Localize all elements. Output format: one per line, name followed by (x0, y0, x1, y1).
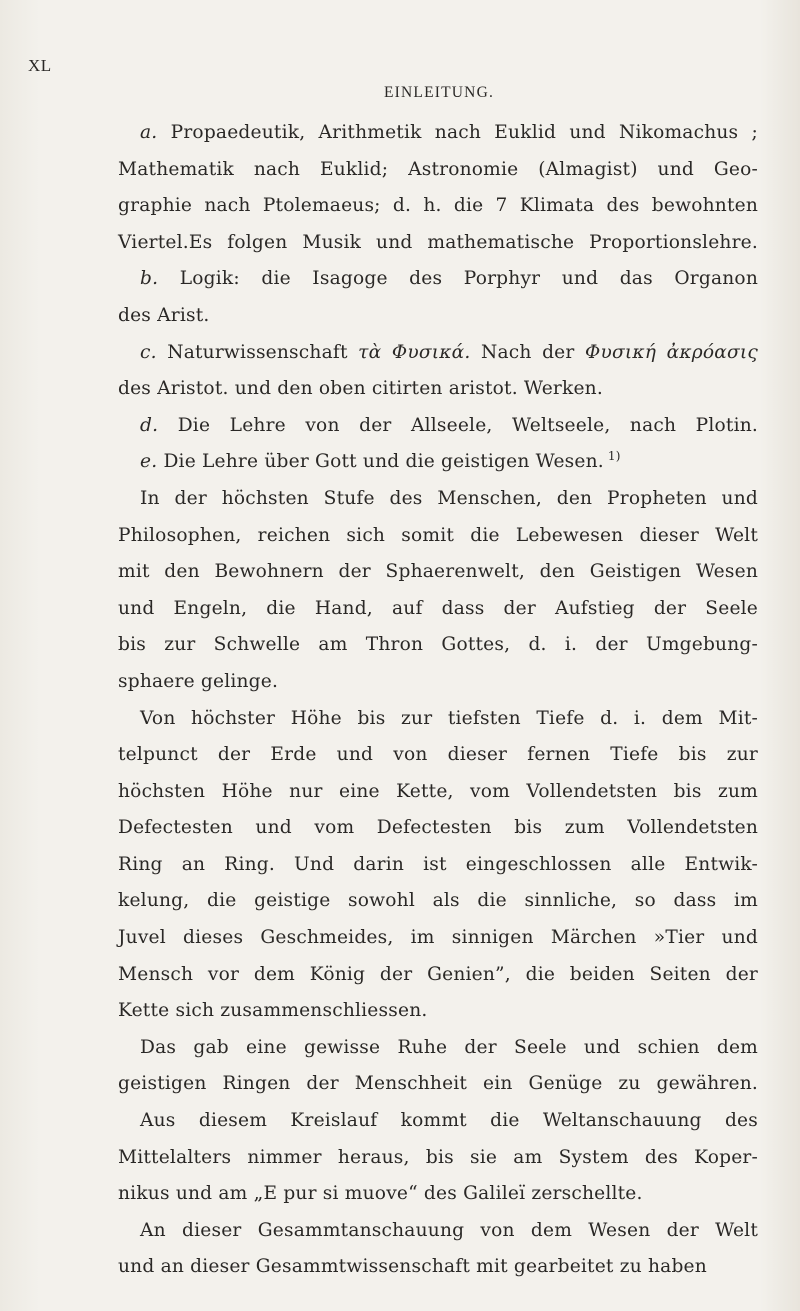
line-text: Von höchster Höhe bis zur tiefsten Tiefe d. i. dem Mit- (140, 707, 758, 729)
line-text: Die Lehre über Gott und die geistigen Wesen. (157, 451, 604, 473)
body-text (118, 115, 758, 1286)
text-line (118, 371, 758, 408)
line-text: Mensch vor dem König der Genien”, die beiden Seiten der (118, 963, 758, 985)
text-line (118, 1249, 758, 1286)
text-line (118, 152, 758, 189)
text-line (118, 591, 758, 628)
line-text: des Arist. (118, 304, 210, 326)
line-text: Defectesten und vom Defectesten bis zum Vollendetsten (118, 817, 758, 839)
line-text: Propaedeutik, Arithmetik nach Euklid und Nikomachus ; (157, 122, 758, 143)
line-text: Juvel dieses Geschmeides, im sinnigen Märchen »Tier und (118, 927, 758, 949)
line-text: mit den Bewohnern der Sphaerenwelt, den Geistigen Wesen (118, 561, 758, 583)
line-text: sphaere gelinge. (118, 670, 279, 692)
section-marker: e. (140, 451, 158, 473)
running-head (0, 56, 800, 101)
footnote-marker: 1) (603, 449, 621, 464)
text-line (118, 481, 758, 518)
text-line (118, 920, 758, 957)
line-text: und Engeln, die Hand, auf dass der Aufstieg der Seele (118, 597, 758, 619)
text-line (118, 335, 758, 372)
line-text: Das gab eine gewisse Ruhe der Seele und schien dem (140, 1036, 758, 1058)
line-text: Mathematik nach Euklid; Astronomie (Almagist) und Geo- (118, 158, 758, 180)
greek-term: Φυσική ἀκρόασις (585, 341, 759, 363)
text-line (118, 1213, 758, 1250)
text-line (118, 408, 758, 445)
text-line (118, 1140, 758, 1177)
line-text: graphie nach Ptolemaeus; d. h. die 7 Klimata des bewohnten (118, 195, 758, 217)
text-line (118, 298, 758, 335)
line-text: Ring an Ring. Und darin ist eingeschlossen alle Entwik- (118, 853, 758, 875)
line-text: Logik: die Isagoge des Porphyr und das Organon (158, 268, 758, 290)
text-line (118, 1066, 758, 1103)
text-line (118, 444, 758, 481)
section-marker: c. (140, 341, 157, 363)
text-line (118, 847, 758, 884)
line-text: In der höchsten Stufe des Menschen, den Propheten und (140, 487, 758, 509)
text-line (118, 225, 758, 262)
text-line (118, 518, 758, 555)
text-line (118, 664, 758, 701)
text-line (118, 957, 758, 994)
line-text: bis zur Schwelle am Thron Gottes, d. i. der Umgebung- (118, 634, 758, 656)
text-line (118, 627, 758, 664)
text-line (118, 554, 758, 591)
line-text: geistigen Ringen der Menschheit ein Genüge zu gewähren. (118, 1073, 758, 1095)
line-text: höchsten Höhe nur eine Kette, vom Vollendetsten bis zum (118, 780, 758, 802)
text-line (118, 115, 758, 152)
line-text: nikus und am „E pur si muove“ des Galileï zerschellte. (118, 1183, 643, 1205)
line-text: des Aristot. und den oben citirten aristot. Werken. (118, 378, 603, 400)
line-text: Philosophen, reichen sich somit die Lebewesen dieser Welt (118, 524, 758, 546)
greek-term: τὰ Φυσικά. (358, 341, 471, 363)
text-line (118, 188, 758, 225)
text-line (118, 1176, 758, 1213)
text-line (118, 774, 758, 811)
text-line (118, 1030, 758, 1067)
line-text: Mittelalters nimmer heraus, bis sie am System des Koper- (118, 1146, 758, 1168)
section-marker: a. (140, 122, 158, 143)
line-text: Naturwissenschaft (156, 341, 359, 363)
line-text: telpunct der Erde und von dieser fernen Tiefe bis zur (118, 744, 758, 766)
text-line (118, 701, 758, 738)
line-text: An dieser Gesammtanschauung von dem Wesen der Welt (140, 1219, 758, 1241)
section-marker: b. (140, 268, 159, 290)
page-number: XL (28, 56, 52, 75)
text-line (118, 261, 758, 298)
text-line (118, 737, 758, 774)
text-line (118, 883, 758, 920)
line-text: Die Lehre von der Allseele, Weltseele, nach Plotin. (158, 414, 758, 436)
text-line (118, 1103, 758, 1140)
line-text: Viertel.Es folgen Musik und mathematische Proportionslehre. (118, 231, 758, 253)
line-text: Nach der (470, 341, 585, 363)
line-text: kelung, die geistige sowohl als die sinnliche, so dass im (118, 890, 758, 912)
section-marker: d. (140, 414, 159, 436)
line-text: Aus diesem Kreislauf kommt die Weltanschauung des (140, 1110, 758, 1132)
text-line (118, 810, 758, 847)
line-text: Kette sich zusammenschliessen. (118, 1000, 428, 1022)
line-text: und an dieser Gesammtwissenschaft mit gearbeitet zu haben (118, 1256, 707, 1278)
text-line (118, 993, 758, 1030)
header-title: EINLEITUNG. (384, 84, 495, 101)
